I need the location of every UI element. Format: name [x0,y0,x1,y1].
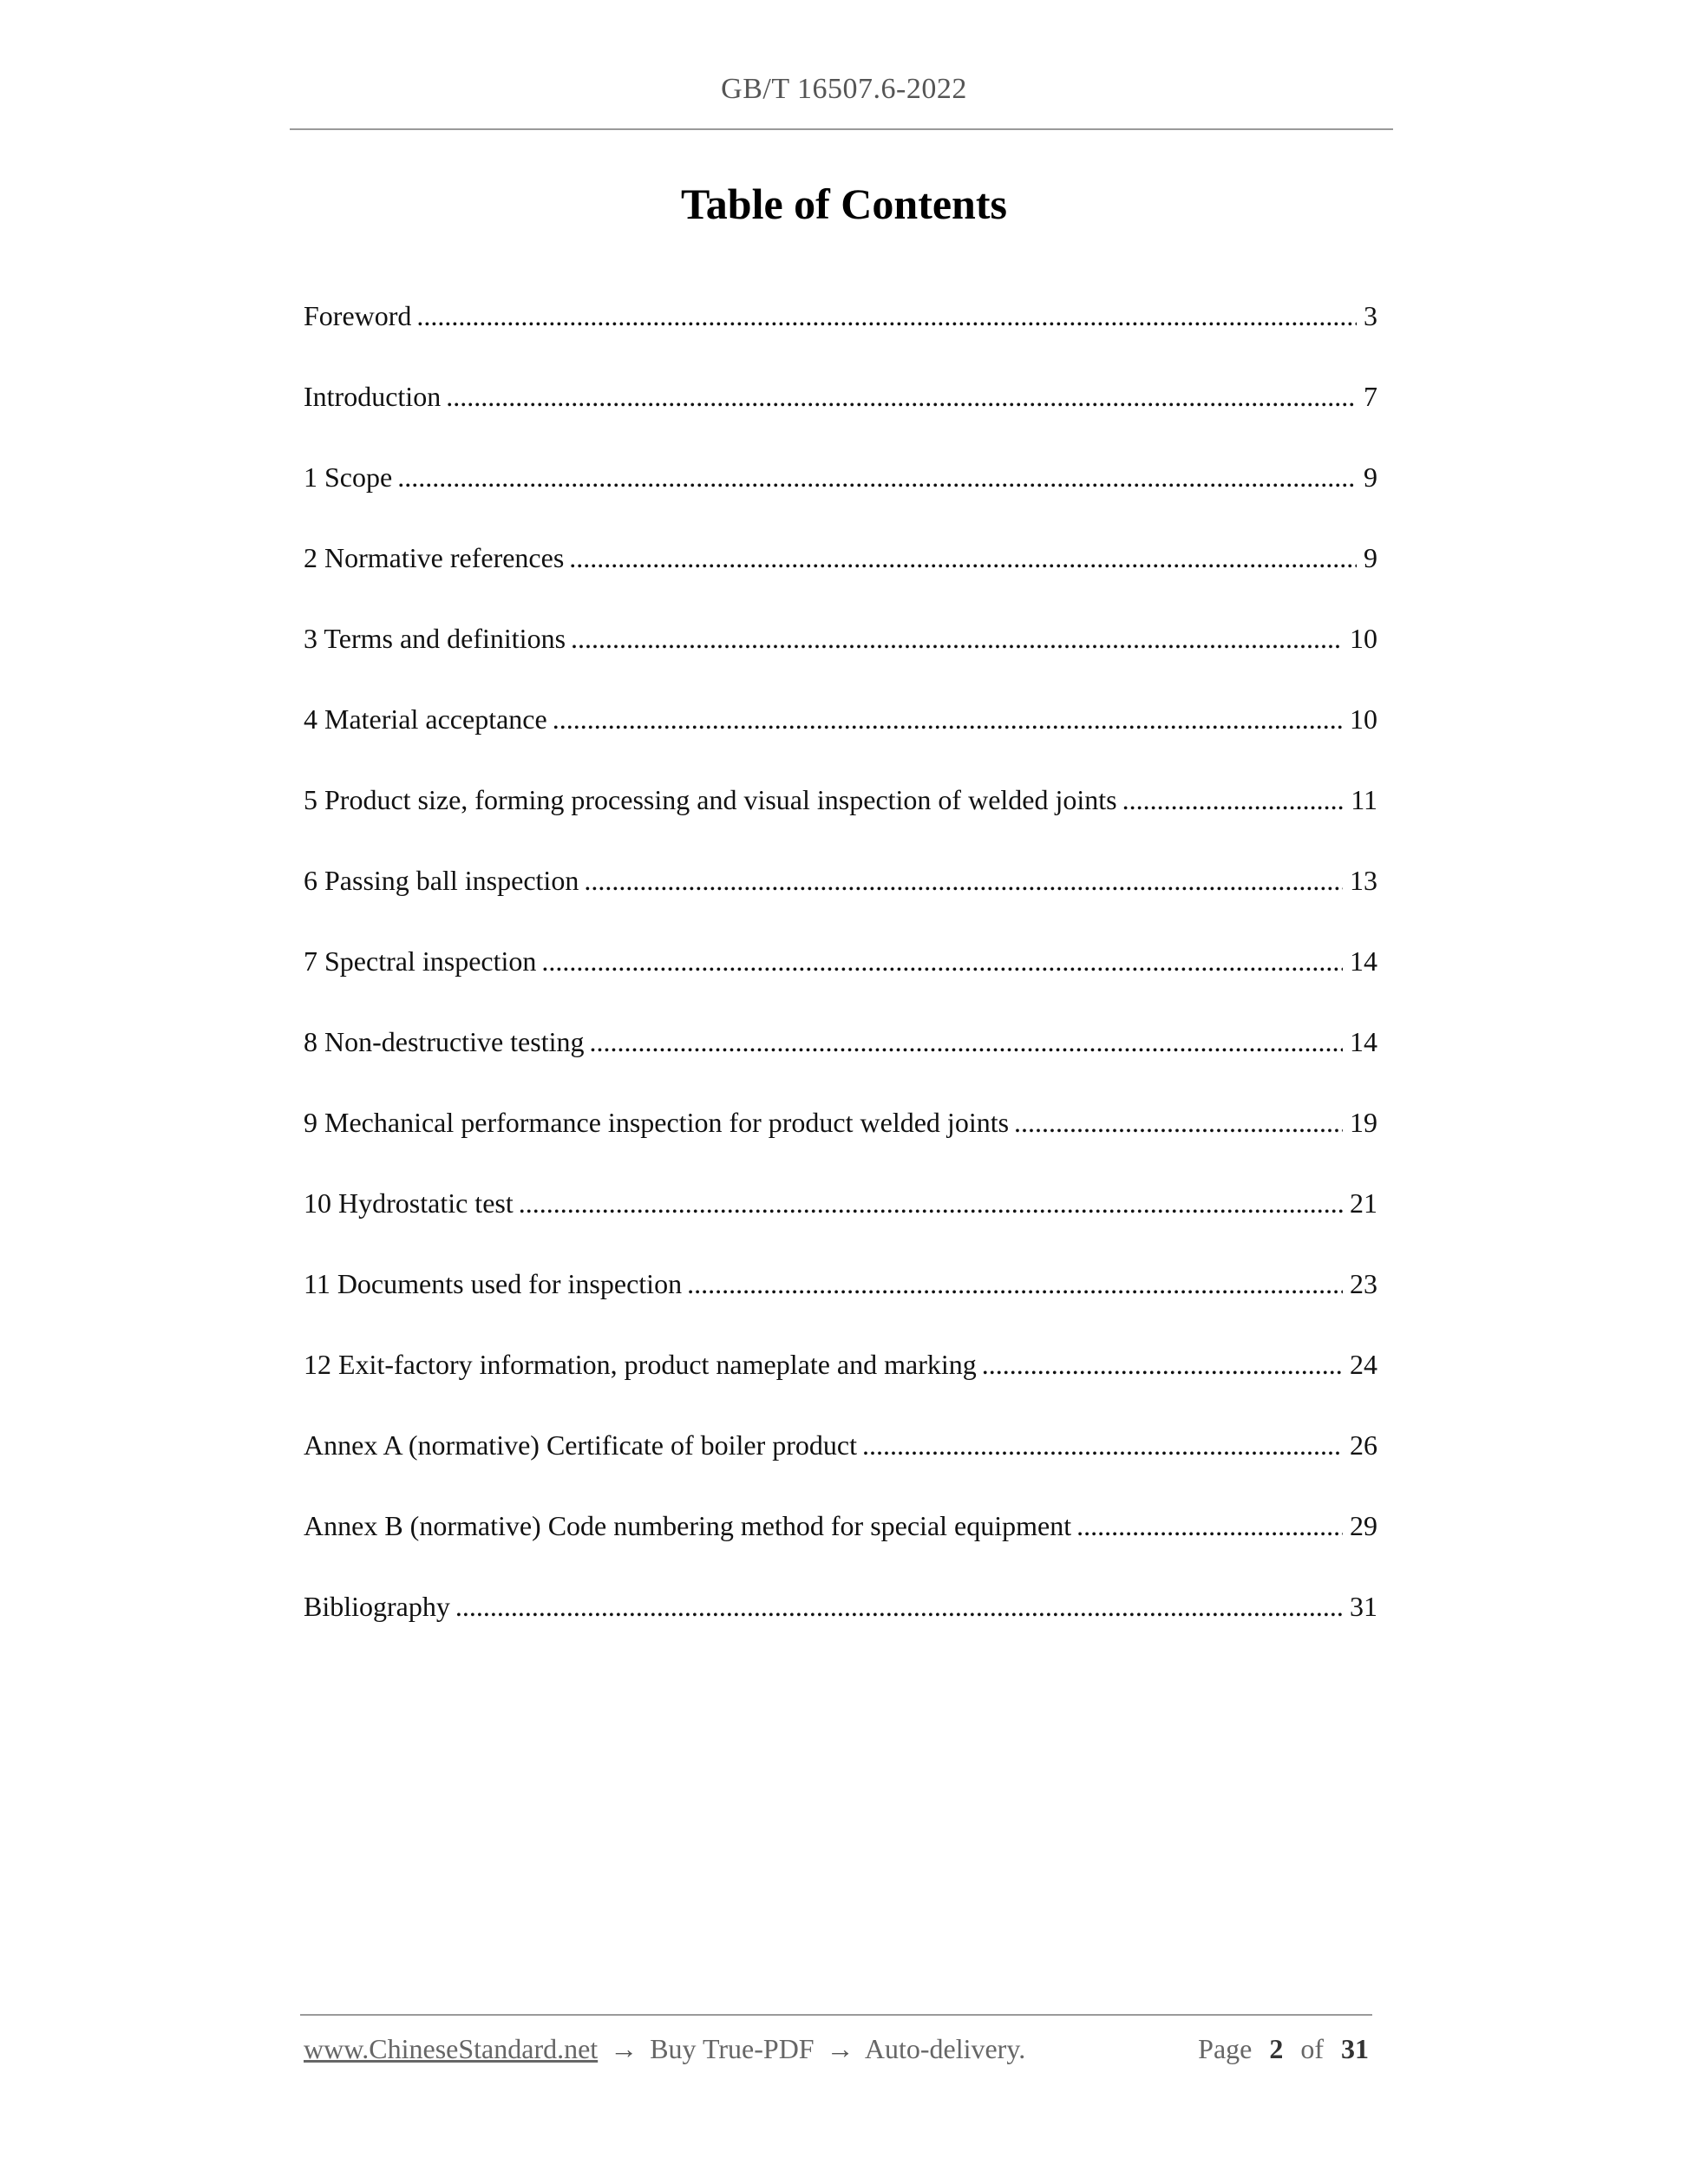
toc-entry-normative-references[interactable] [304,542,1377,623]
toc-dot-leader [541,945,1343,973]
toc-dot-leader [862,1429,1343,1457]
toc-entry-product-size[interactable] [304,784,1377,865]
toc-entry-label: 5 Product size, forming processing and visual inspection of welded joints [304,784,1117,815]
toc-entry-label: 4 Material acceptance [304,703,547,735]
toc-dot-leader [446,381,1357,409]
arrow-right-icon: → [826,2033,854,2064]
toc-entry-page: 11 [1351,784,1377,815]
toc-entry-page: 14 [1350,945,1377,977]
toc-entry-page: 26 [1350,1429,1377,1461]
toc-entry-page: 10 [1350,703,1377,735]
toc-dot-leader [982,1349,1343,1376]
toc-entry-page: 13 [1350,865,1377,896]
footer-promo [304,2033,1025,2065]
footer-divider [300,2014,1372,2016]
toc-entry-exit-factory[interactable] [304,1349,1377,1429]
toc-entry-label: 9 Mechanical performance inspection for product welded joints [304,1107,1010,1138]
toc-entry-page: 21 [1350,1187,1377,1219]
toc-entry-label: 8 Non-destructive testing [304,1026,585,1057]
toc-entry-foreword[interactable] [304,300,1377,381]
toc-dot-leader [416,300,1357,328]
delivery-text: Auto-delivery. [864,2033,1026,2064]
toc-dot-leader [584,865,1343,893]
toc-entry-label: 7 Spectral inspection [304,945,537,977]
toc-entry-label: 11 Documents used for inspection [304,1268,683,1299]
toc-entry-bibliography[interactable] [304,1591,1377,1671]
toc-dot-leader [1014,1107,1343,1135]
toc-entry-introduction[interactable] [304,381,1377,461]
toc-entry-non-destructive-testing[interactable] [304,1026,1377,1107]
toc-entry-label: 1 Scope [304,461,393,493]
header-divider [290,128,1393,130]
toc-entry-page: 31 [1350,1591,1377,1622]
toc-entry-hydrostatic-test[interactable] [304,1187,1377,1268]
toc-entry-mechanical-performance[interactable] [304,1107,1377,1187]
toc-entry-scope[interactable] [304,461,1377,542]
toc-entry-label: 10 Hydrostatic test [304,1187,514,1219]
toc-entry-label: Annex A (normative) Certificate of boiler product [304,1429,858,1461]
toc-entry-label: 3 Terms and definitions [304,623,566,654]
arrow-right-icon: → [610,2033,638,2064]
toc-entry-annex-b[interactable] [304,1510,1377,1591]
site-link[interactable]: www.ChineseStandard.net [304,2033,599,2064]
document-header-code: GB/T 16507.6-2022 [721,73,967,105]
page-indicator [1198,2033,1369,2065]
toc-dot-leader [571,623,1343,651]
toc-dot-leader [397,461,1357,489]
toc-entry-page: 9 [1364,542,1377,573]
buy-text: Buy True-PDF [650,2033,815,2064]
toc-entry-label: Foreword [304,300,412,331]
toc-entry-label: Bibliography [304,1591,450,1622]
toc-entry-page: 14 [1350,1026,1377,1057]
page-word: Page [1198,2033,1253,2064]
total-pages-number: 31 [1341,2033,1369,2064]
toc-entry-documents-inspection[interactable] [304,1268,1377,1349]
toc-entry-passing-ball[interactable] [304,865,1377,945]
of-word: of [1300,2033,1324,2064]
toc-entry-page: 23 [1350,1268,1377,1299]
toc-entry-page: 3 [1364,300,1377,331]
toc-entry-page: 10 [1350,623,1377,654]
toc-entry-page: 19 [1350,1107,1377,1138]
toc-entry-page: 24 [1350,1349,1377,1380]
toc-entry-label: 2 Normative references [304,542,565,573]
toc-title: Table of Contents [681,180,1007,228]
toc-entry-material-acceptance[interactable] [304,703,1377,784]
toc-dot-leader [1076,1510,1343,1538]
toc-entry-label: Annex B (normative) Code numbering method for special equipment [304,1510,1072,1541]
toc-entry-label: 12 Exit-factory information, product nameplate and marking [304,1349,977,1380]
current-page-number: 2 [1269,2033,1284,2064]
toc-dot-leader [553,703,1343,731]
toc-dot-leader [589,1026,1343,1054]
toc-entry-label: 6 Passing ball inspection [304,865,579,896]
toc-dot-leader [1122,784,1345,812]
toc-entry-annex-a[interactable] [304,1429,1377,1510]
toc-dot-leader [455,1591,1343,1618]
toc-entry-page: 29 [1350,1510,1377,1541]
toc-list [304,300,1377,1671]
toc-dot-leader [519,1187,1343,1215]
toc-entry-page: 9 [1364,461,1377,493]
toc-dot-leader [687,1268,1343,1296]
toc-entry-page: 7 [1364,381,1377,412]
toc-dot-leader [569,542,1357,570]
toc-entry-terms-definitions[interactable] [304,623,1377,703]
toc-entry-spectral-inspection[interactable] [304,945,1377,1026]
toc-entry-label: Introduction [304,381,442,412]
